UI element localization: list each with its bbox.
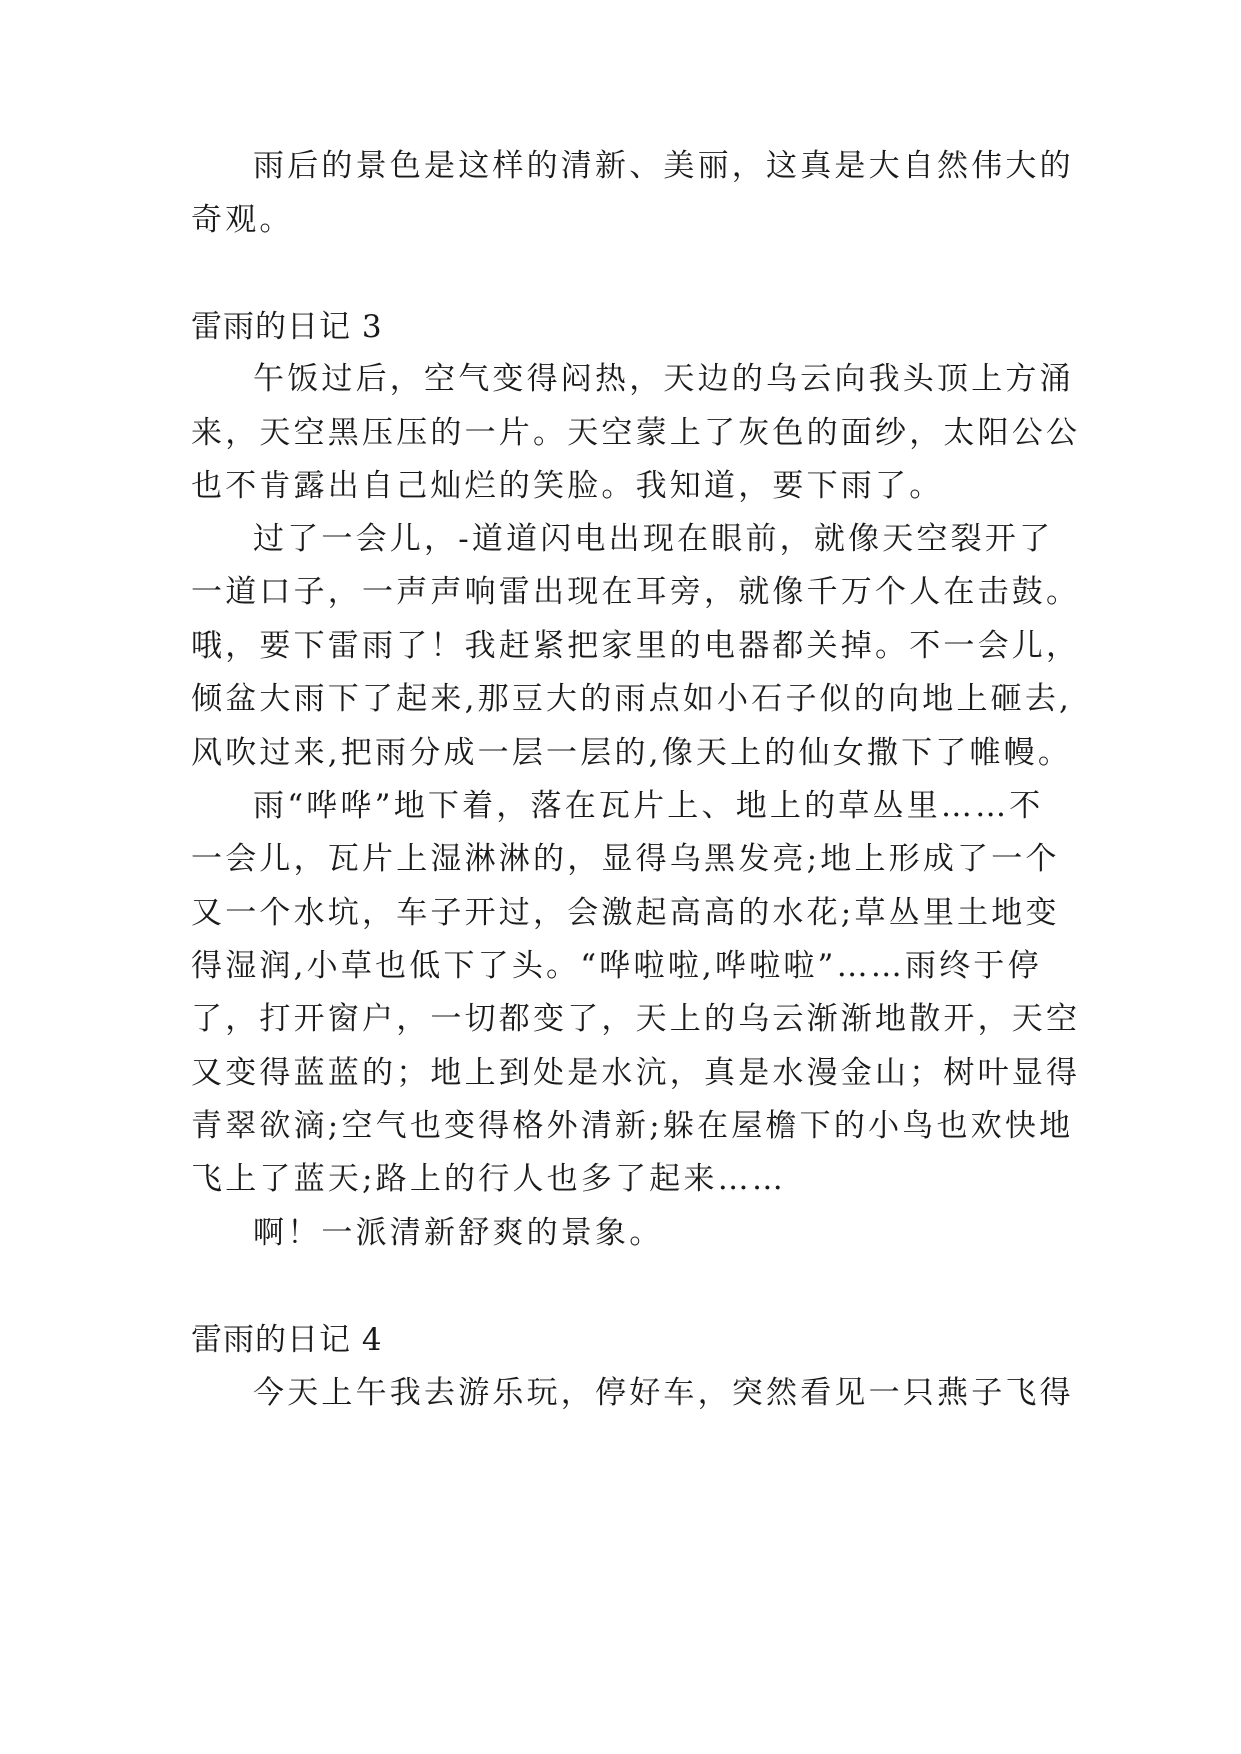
paragraph-line: 过了一会儿，-道道闪电出现在眼前，就像天空裂开了 — [253, 521, 1054, 557]
paragraph-line: 哦，要下雷雨了！我赶紧把家里的电器都关掉。不一会儿， — [191, 628, 1081, 664]
paragraph-line: 一道口子，一声声响雷出现在耳旁，就像千万个人在击鼓。 — [191, 574, 1081, 610]
paragraph-line: 倾盆大雨下了起来,那豆大的雨点如小石子似的向地上砸去, — [191, 681, 1073, 717]
paragraph-line: 青翠欲滴;空气也变得格外清新;躲在屋檐下的小鸟也欢快地 — [191, 1108, 1074, 1144]
paragraph-line: 今天上午我去游乐玩，停好车，突然看见一只燕子飞得 — [253, 1375, 1074, 1411]
paragraph-line: 雨“哗哗”地下着，落在瓦片上、地上的草丛里……不 — [253, 788, 1044, 824]
diary-3-heading: 雷雨的日记 3 — [191, 309, 383, 345]
paragraph-line: 来，天空黑压压的一片。天空蒙上了灰色的面纱，太阳公公 — [191, 415, 1081, 451]
diary-4-heading: 雷雨的日记 4 — [191, 1322, 383, 1358]
paragraph-line: 又变得蓝蓝的；地上到处是水沆，真是水漫金山；树叶显得 — [191, 1055, 1081, 1091]
paragraph-line: 风吹过来,把雨分成一层一层的,像天上的仙女撒下了帷幔。 — [191, 735, 1073, 771]
paragraph-line: 一会儿，瓦片上湿淋淋的，显得乌黑发亮;地上形成了一个 — [191, 841, 1060, 877]
paragraph-line: 也不肯露出自己灿烂的笑脸。我知道，要下雨了。 — [191, 468, 944, 504]
paragraph-line: 了，打开窗户，一切都变了，天上的乌云渐渐地散开，天空 — [191, 1001, 1081, 1037]
opening-line: 雨后的景色是这样的清新、美丽，这真是大自然伟大的 — [253, 148, 1074, 184]
paragraph-line: 又一个水坑，车子开过，会激起高高的水花;草丛里土地变 — [191, 895, 1060, 931]
opening-line: 奇观。 — [191, 202, 294, 238]
paragraph-line: 得湿润,小草也低下了头。“哗啦啦,哗啦啦”……雨终于停 — [191, 948, 1042, 984]
paragraph-line: 啊！一派清新舒爽的景象。 — [253, 1215, 664, 1251]
paragraph-line: 飞上了蓝天;路上的行人也多了起来…… — [191, 1161, 787, 1197]
paragraph-line: 午饭过后，空气变得闷热，天边的乌云向我头顶上方涌 — [253, 361, 1074, 397]
